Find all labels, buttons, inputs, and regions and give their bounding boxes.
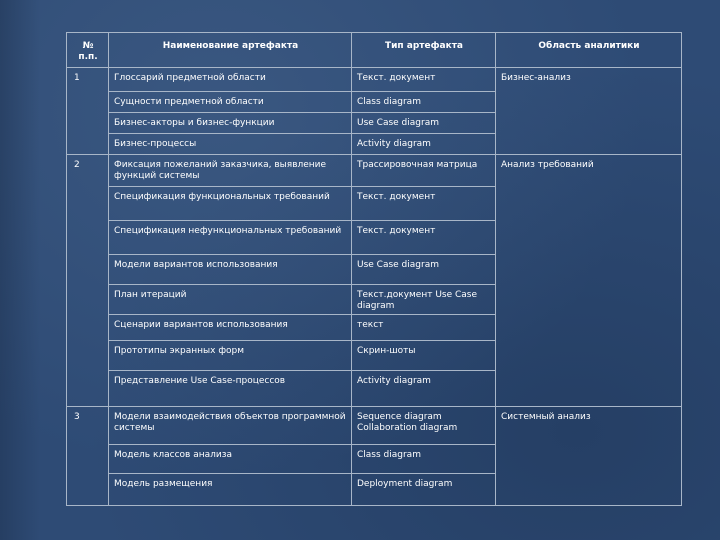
group-number: 3 (67, 407, 109, 506)
artifacts-table (66, 32, 682, 506)
header-row (67, 33, 682, 68)
artifact-type: Sequence diagram Collaboration diagram (352, 407, 496, 445)
artifact-type: Текст. документ (352, 68, 496, 92)
group-number: 2 (67, 155, 109, 407)
artifact-type: Deployment diagram (352, 474, 496, 506)
artifact-type: текст (352, 315, 496, 341)
artifact-type: Текст. документ (352, 187, 496, 221)
group-number: 1 (67, 68, 109, 155)
artifact-type: Трассировочная матрица (352, 155, 496, 187)
table-row (67, 407, 682, 445)
artifact-name: Фиксация пожеланий заказчика, выявление функций системы (109, 155, 352, 187)
analytics-area: Системный анализ (496, 407, 682, 506)
artifact-name: Сущности предметной области (109, 92, 352, 113)
artifact-name: Глоссарий предметной области (109, 68, 352, 92)
artifact-type: Class diagram (352, 92, 496, 113)
artifact-type: Текст.документ Use Case diagram (352, 285, 496, 315)
artifact-name: Спецификация нефункциональных требований (109, 221, 352, 255)
artifact-type: Class diagram (352, 445, 496, 474)
artifact-type: Скрин-шоты (352, 341, 496, 371)
artifact-name: Модели вариантов использования (109, 255, 352, 285)
artifact-name: Модели взаимодействия объектов программной системы (109, 407, 352, 445)
artifact-type: Use Case diagram (352, 255, 496, 285)
artifact-name: Бизнес-акторы и бизнес-функции (109, 113, 352, 134)
header-artifact-type: Тип артефакта (352, 33, 496, 68)
artifact-name: Прототипы экранных форм (109, 341, 352, 371)
artifact-name: Бизнес-процессы (109, 134, 352, 155)
artifact-type: Use Case diagram (352, 113, 496, 134)
artifact-name: Сценарии вариантов использования (109, 315, 352, 341)
slide-left-band (0, 0, 40, 540)
header-artifact-name: Наименование артефакта (109, 33, 352, 68)
artifact-type: Текст. документ (352, 221, 496, 255)
artifact-name: Представление Use Case-процессов (109, 371, 352, 407)
artifact-name: Спецификация функциональных требований (109, 187, 352, 221)
artifact-type: Activity diagram (352, 134, 496, 155)
table-row (67, 68, 682, 92)
artifact-name: План итераций (109, 285, 352, 315)
analytics-area: Анализ требований (496, 155, 682, 407)
artifact-name: Модель размещения (109, 474, 352, 506)
artifact-type: Activity diagram (352, 371, 496, 407)
analytics-area: Бизнес-анализ (496, 68, 682, 155)
artifact-name: Модель классов анализа (109, 445, 352, 474)
header-analytics-area: Область аналитики (496, 33, 682, 68)
header-number: № п.п. (67, 33, 109, 68)
table-row (67, 155, 682, 187)
